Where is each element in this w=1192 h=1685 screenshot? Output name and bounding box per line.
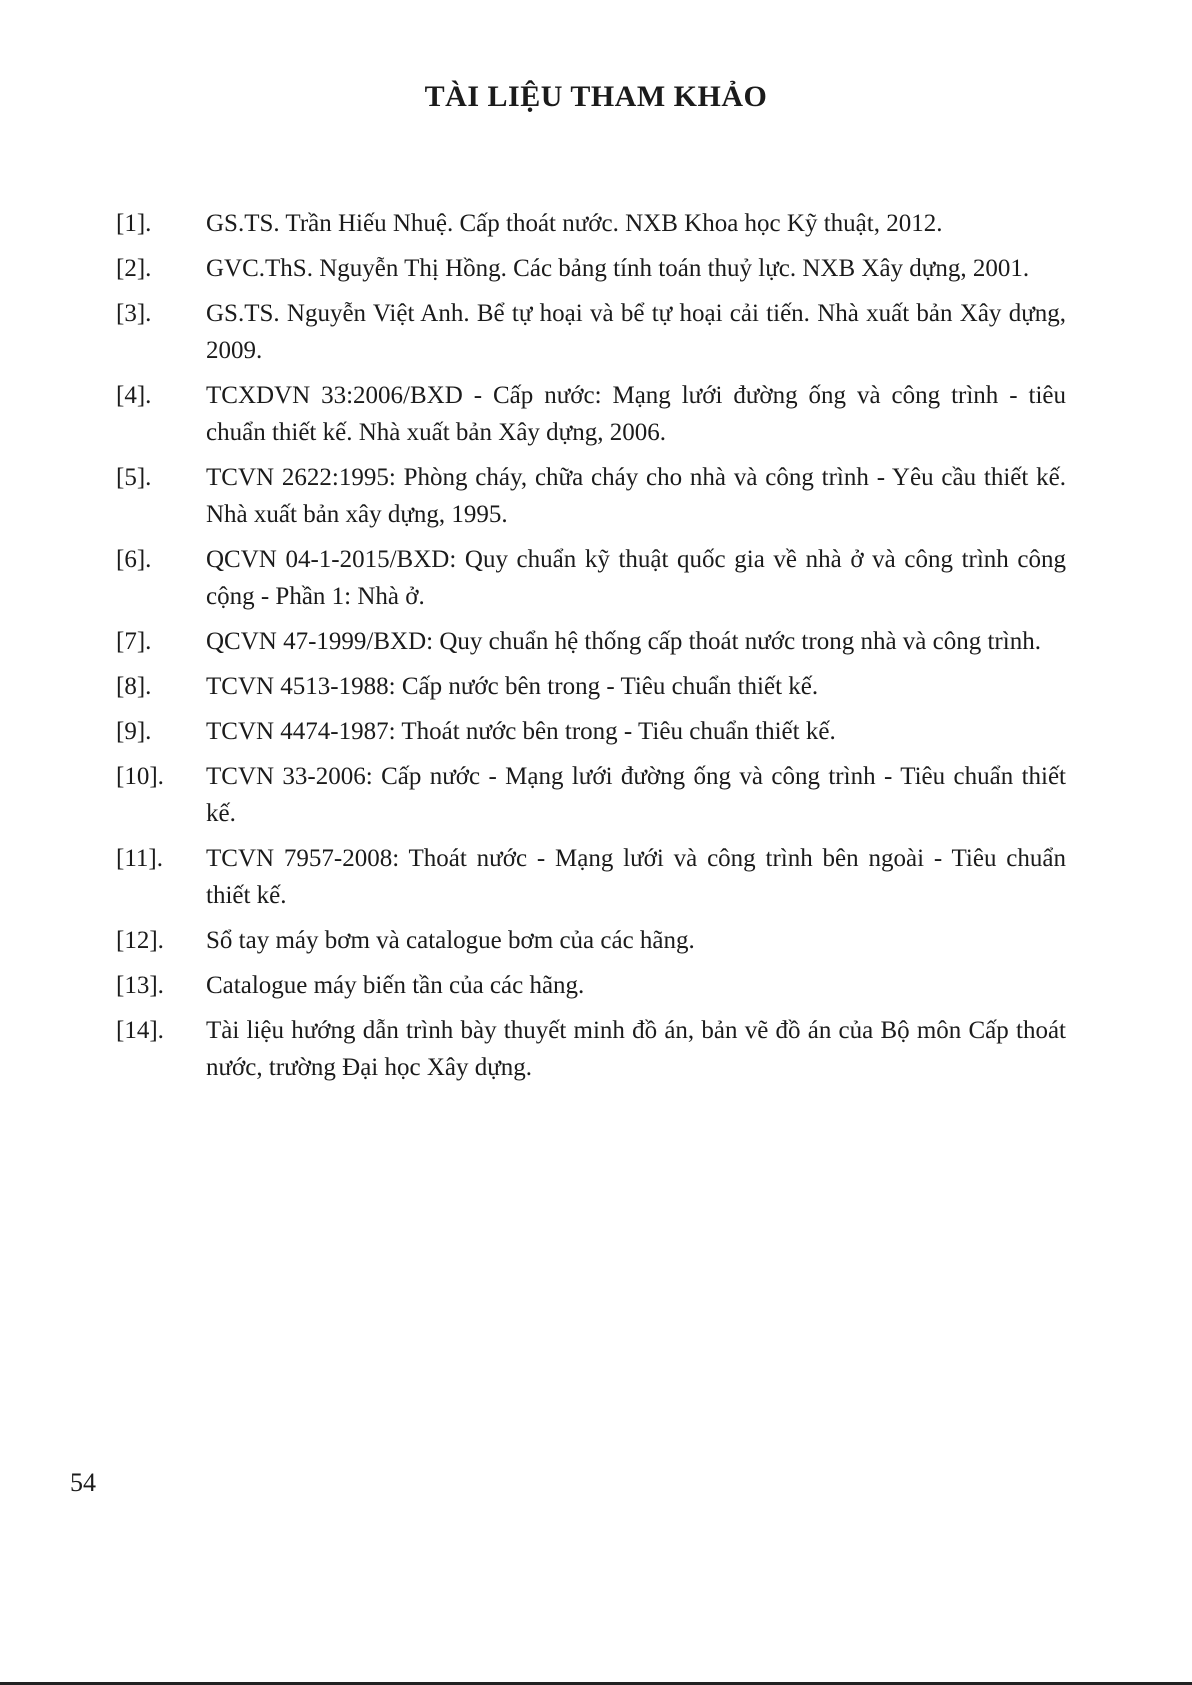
- reference-item: [116, 459, 1066, 533]
- reference-number: [7].: [116, 628, 152, 655]
- reference-text: TCVN 4474-1987: Thoát nước bên trong - Tiêu chuẩn thiết kế.: [206, 718, 836, 745]
- reference-item: [116, 840, 1066, 914]
- reference-number: [8].: [116, 673, 152, 700]
- reference-number: [1].: [116, 210, 152, 237]
- reference-text: TCVN 7957-2008: Thoát nước - Mạng lưới và công trình bên ngoài - Tiêu chuẩn thiết kế.: [206, 845, 1066, 909]
- reference-text: GS.TS. Nguyễn Việt Anh. Bể tự hoại và bể tự hoại cải tiến. Nhà xuất bản Xây dựng, 2009.: [206, 300, 1066, 364]
- reference-text: QCVN 04-1-2015/BXD: Quy chuẩn kỹ thuật quốc gia về nhà ở và công trình công cộng - Phần 1: Nhà ở.: [206, 546, 1066, 610]
- reference-item: [116, 668, 1066, 705]
- reference-number: [4].: [116, 382, 152, 409]
- reference-item: [116, 967, 1066, 1004]
- page-number: 54: [70, 1468, 96, 1497]
- reference-item: [116, 295, 1066, 369]
- reference-text: TCVN 4513-1988: Cấp nước bên trong - Tiêu chuẩn thiết kế.: [206, 673, 819, 700]
- reference-number: [9].: [116, 718, 152, 745]
- reference-item: [116, 541, 1066, 615]
- reference-number: [13].: [116, 972, 164, 999]
- reference-item: [116, 922, 1066, 959]
- page-title: TÀI LIỆU THAM KHẢO: [424, 80, 768, 113]
- reference-number: [10].: [116, 763, 164, 790]
- reference-text: Catalogue máy biến tần của các hãng.: [206, 972, 585, 999]
- reference-number: [14].: [116, 1017, 164, 1044]
- reference-number: [3].: [116, 300, 152, 327]
- reference-item: [116, 1012, 1066, 1086]
- reference-text: TCVN 2622:1995: Phòng cháy, chữa cháy cho nhà và công trình - Yêu cầu thiết kế. Nhà xuất bản xây dựng, 1995.: [206, 464, 1066, 528]
- reference-item: [116, 205, 1066, 242]
- reference-text: GVC.ThS. Nguyễn Thị Hồng. Các bảng tính toán thuỷ lực. NXB Xây dựng, 2001.: [206, 255, 1030, 282]
- reference-text: Tài liệu hướng dẫn trình bày thuyết minh đồ án, bản vẽ đồ án của Bộ môn Cấp thoát nước, trường Đại học Xây dựng.: [206, 1017, 1066, 1081]
- reference-number: [6].: [116, 546, 152, 573]
- reference-text: Sổ tay máy bơm và catalogue bơm của các hãng.: [206, 927, 695, 954]
- reference-text: TCXDVN 33:2006/BXD - Cấp nước: Mạng lưới đường ống và công trình - tiêu chuẩn thiết kế. Nhà xuất bản Xây dựng, 2006.: [206, 382, 1066, 446]
- reference-item: [116, 758, 1066, 832]
- reference-text: GS.TS. Trần Hiếu Nhuệ. Cấp thoát nước. NXB Khoa học Kỹ thuật, 2012.: [206, 210, 943, 237]
- reference-item: [116, 713, 1066, 750]
- reference-item: [116, 250, 1066, 287]
- reference-text: QCVN 47-1999/BXD: Quy chuẩn hệ thống cấp thoát nước trong nhà và công trình.: [206, 628, 1041, 655]
- reference-number: [5].: [116, 464, 152, 491]
- reference-list: [116, 205, 1066, 1094]
- reference-number: [2].: [116, 255, 152, 282]
- reference-number: [11].: [116, 845, 163, 872]
- reference-item: [116, 377, 1066, 451]
- reference-text: TCVN 33-2006: Cấp nước - Mạng lưới đường ống và công trình - Tiêu chuẩn thiết kế.: [206, 763, 1066, 827]
- reference-item: [116, 623, 1066, 660]
- reference-number: [12].: [116, 927, 164, 954]
